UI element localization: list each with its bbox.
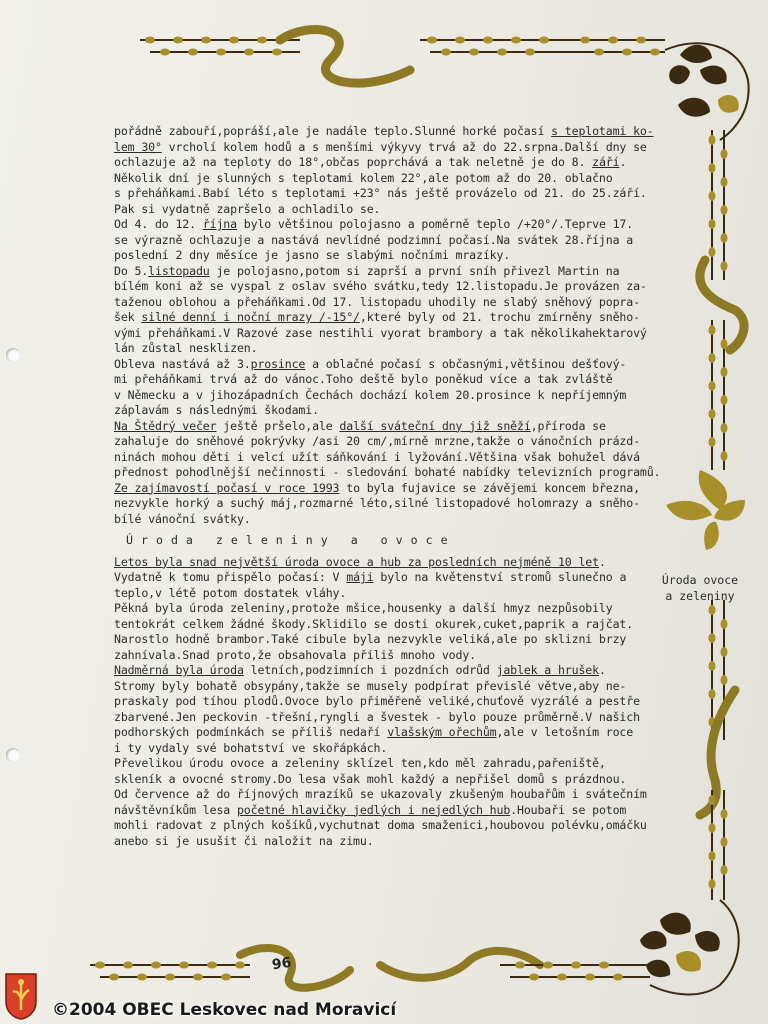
text-line: vými přeháňkami.V Razové zase nestihli vyorat brambory a tak několikahektarový bbox=[114, 325, 647, 340]
text-line: skleník a ovocné stromy.Do lesa však mohl každý a nepřišel domů s prázdnou. bbox=[114, 771, 627, 786]
weather-paragraphs bbox=[114, 124, 661, 527]
text-line: podhorských podmínkách se příliš nedaří vlašským ořechům,ale v letošním roce bbox=[114, 725, 634, 739]
underlined-phrase: Nadměrná byla úroda bbox=[114, 663, 244, 677]
top-bead-row bbox=[140, 30, 665, 84]
text-line: Od července až do říjnových mrazíků se ukazovaly zkušeným houbařům i svátečním bbox=[114, 787, 647, 801]
text-line: bílé vánoční svátky. bbox=[114, 511, 251, 526]
text-line: nezvykle horký a suchý máj,rozmarné léto,silné listopadové holomrazy a sněho- bbox=[114, 496, 640, 510]
text-line: zbarvené.Jen peckovin -třešní,ryngli a švestek - bylo pouze průměrně.V našich bbox=[114, 709, 640, 724]
text-line: ninách mohou děti i velcí užít sáňkování i lyžování.Většina však bohužel dává bbox=[114, 449, 640, 464]
underlined-phrase: října bbox=[202, 217, 237, 231]
text-line: taženou oblohou a přeháňkami.Od 17. listopadu uhodily ne slabý sněhový popra- bbox=[114, 294, 640, 309]
text-line: záplavám s následnými škodami. bbox=[114, 403, 319, 417]
underlined-phrase: silné denní i noční mrazy /-15°/ bbox=[141, 310, 360, 324]
text-line: bílém koni až se vyspal z oslav svého svátku,tedy 12.listopadu.Je provázen za- bbox=[114, 279, 647, 293]
underlined-phrase: listopadu bbox=[148, 263, 210, 278]
text-line: Převelikou úrodu ovoce a zeleniny sklízel ten,kdo měl zahradu,pařeniště, bbox=[114, 756, 606, 770]
harvest-paragraphs bbox=[114, 555, 658, 850]
underlined-phrase: máji bbox=[346, 570, 374, 584]
underlined-phrase: prosince bbox=[250, 356, 306, 371]
text-line: Ze zajímavostí počasí v roce 1993 to byla fujavice se závějemi koncem března, bbox=[114, 480, 640, 495]
text-line: přednost pohodlnější nečinnosti - sledování bohaté nabídky televizních programů. bbox=[114, 465, 661, 479]
text-line: Stromy byly bohatě obsypány,takže se musely podpírat převislé větve,aby ne- bbox=[114, 678, 627, 693]
punch-hole bbox=[6, 748, 20, 762]
text-line: Vydatně k tomu přispělo počasí: V máji bylo na květenství stromů slunečno a bbox=[114, 570, 627, 584]
underlined-phrase: lem 30° bbox=[114, 139, 162, 154]
underlined-phrase: září bbox=[592, 155, 620, 169]
corner-leaves-top-right bbox=[665, 43, 749, 140]
text-line: praskaly pod tíhou plodů.Ovoce bylo přiměřeně veliké,chuťově vyzrálé a pestře bbox=[114, 694, 640, 708]
text-line: mohli radovat z plných košíků,vychutnat doma smaženici,houbovou polévku,omáčku bbox=[114, 818, 647, 832]
margin-note-line: Úroda ovoce bbox=[661, 573, 739, 587]
text-line: lán zůstal nesklizen. bbox=[114, 341, 258, 355]
text-line: poslední 2 dny měsíce je jasno se slabými nočními mrazíky. bbox=[114, 248, 511, 262]
margin-note bbox=[660, 572, 740, 604]
right-bead-column bbox=[666, 130, 745, 900]
underlined-phrase: Letos byla snad největší úroda ovoce a hub za posledních nejméně 10 let bbox=[114, 554, 599, 569]
text-line: i ty vydaly své bohatství ve skořápkách. bbox=[114, 740, 388, 755]
text-line: tentokrát celkem žádné škody.Sklidilo se dosti okurek,cuket,paprik a rajčat. bbox=[114, 616, 634, 631]
text-line: mi přeháňkami trvá až do vánoc.Toho deště bylo poněkud více a tak zvláště bbox=[114, 372, 613, 386]
text-line: Obleva nastává až 3.prosince a oblačné počasí s občasnými,většinou dešťový- bbox=[114, 356, 627, 371]
underlined-phrase: početné hlavičky jedlých i nejedlých hub bbox=[236, 802, 511, 817]
underlined-phrase: jablek a hrušek bbox=[496, 663, 599, 677]
page-number: 96 bbox=[270, 954, 293, 974]
text-line: anebo si je usušit či naložit na zimu. bbox=[114, 833, 374, 848]
text-line: zahaluje do sněhové pokrývky /asi 20 cm/,mírně mrzne,takže o vánočních prázd- bbox=[114, 434, 640, 448]
margin-note-line: a zeleniny bbox=[665, 589, 735, 603]
text-line: ochlazuje až na teploty do 18°,občas poprchává a tak neletně je do 8. září. bbox=[114, 155, 627, 169]
section-heading: Úroda zeleniny a ovoce bbox=[126, 533, 456, 547]
text-line: s přeháňkami.Babí léto s teplotami +23° nás ještě provázelo od 21. do 25.září. bbox=[114, 186, 647, 200]
text-line: návštěvníkům lesa početné hlavičky jedlých i nejedlých hub.Houbaři se potom bbox=[114, 802, 627, 817]
underlined-phrase: s teplotami ko- bbox=[551, 124, 654, 138]
text-line: Pak si vydatně zapršelo a ochladilo se. bbox=[114, 201, 381, 216]
text-line: pořádně zabouří,popráší,ale je nadále teplo.Slunné horké počasí s teplotami ko- bbox=[114, 124, 654, 138]
coat-of-arms-icon bbox=[4, 972, 38, 1020]
text-line: Do 5.listopadu je polojasno,potom si zaprší a první sníh přivezl Martin na bbox=[114, 263, 620, 278]
underlined-phrase: Na Štědrý večer bbox=[114, 418, 217, 433]
underlined-phrase: vlašským ořechům bbox=[387, 725, 497, 739]
text-line: Letos byla snad největší úroda ovoce a hub za posledních nejméně 10 let. bbox=[114, 554, 606, 569]
text-line: šek silné denní i noční mrazy /-15°/,které byly od 21. trochu zmírněny sněho- bbox=[114, 310, 640, 324]
footer bbox=[0, 972, 768, 1024]
text-line: zahnívala.Snad proto,že obsahovala příliš mnoho vody. bbox=[114, 647, 476, 662]
text-line: v Německu a v jihozápadních Čechách dochází kolem 20.prosince k nepříjemným bbox=[114, 387, 627, 402]
punch-hole bbox=[6, 348, 20, 362]
text-line: Na Štědrý večer ještě pršelo,ale další sváteční dny již sněží,příroda se bbox=[114, 418, 606, 433]
body-text bbox=[114, 124, 661, 849]
underlined-phrase: další sváteční dny již sněží bbox=[339, 418, 531, 433]
text-line: Nadměrná byla úroda letních,podzimních i pozdních odrůd jablek a hrušek. bbox=[114, 663, 606, 677]
underlined-phrase: Ze zajímavostí počasí v roce 1993 bbox=[114, 480, 340, 495]
text-line: lem 30° vrcholí kolem hodů a s menšími výkyvy trvá až do 22.srpna.Další dny se bbox=[114, 139, 647, 154]
text-line: Pěkná byla úroda zeleniny,protože mšice,housenky a další hmyz nezpůsobily bbox=[114, 601, 613, 615]
text-line: teplo,v létě potom dostatek vláhy. bbox=[114, 585, 347, 600]
text-line: Narostlo hodně brambor.Také cibule byla nezvykle veliká,ale po sklizni brzy bbox=[114, 632, 627, 646]
text-line: Několik dní je slunných s teplotami kolem 22°,ale potom až do 20. oblačno bbox=[114, 170, 613, 185]
text-line: Od 4. do 12. října bylo většinou polojasno a poměrně teplo /+20°/.Teprve 17. bbox=[114, 217, 634, 231]
text-line: se výrazně ochlazuje a nastává nevlídné podzimní počasí.Na svátek 28.října a bbox=[114, 232, 634, 247]
copyright-text: ©2004 OBEC Leskovec nad Moravicí bbox=[52, 1000, 397, 1020]
